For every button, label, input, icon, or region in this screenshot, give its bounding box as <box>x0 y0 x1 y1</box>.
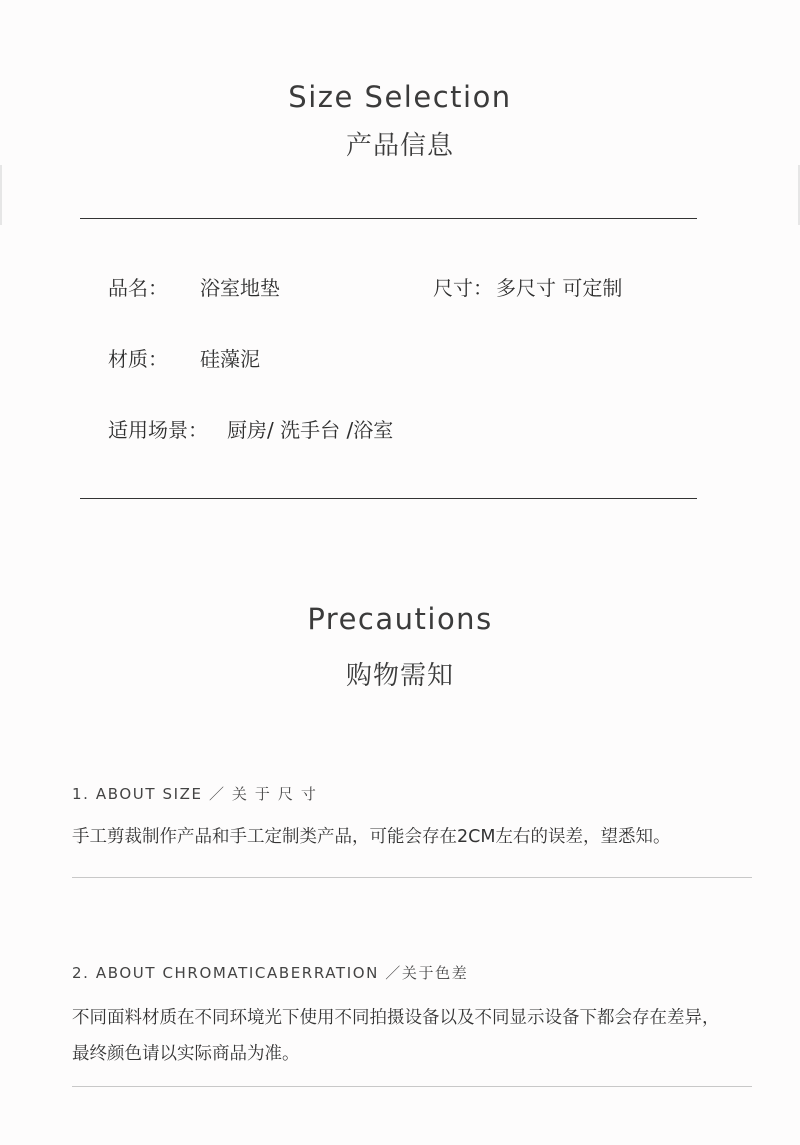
precaution-heading-size: 1. ABOUT SIZE ／ 关 于 尺 寸 <box>72 785 318 803</box>
size-selection-title: Size Selection <box>288 80 512 114</box>
bottom-divider <box>80 498 697 499</box>
left-edge-mark <box>0 165 2 225</box>
material-label: 材质： <box>108 347 168 371</box>
precaution-divider-1 <box>72 877 752 878</box>
precaution-body-size: 手工剪裁制作产品和手工定制类产品，可能会存在2CM左右的误差，望悉知。 <box>72 827 671 847</box>
product-size-value: 多尺寸 可定制 <box>496 276 623 300</box>
precautions-title: Precautions <box>307 602 493 636</box>
scene-value: 厨房/ 洗手台 /浴室 <box>227 418 394 442</box>
precaution-divider-2 <box>72 1086 752 1087</box>
material-value: 硅藻泥 <box>200 347 260 371</box>
precaution-heading-color: 2. ABOUT CHROMATICABERRATION ／关于色差 <box>72 964 469 982</box>
precaution-body-color: 不同面料材质在不同环境光下使用不同拍摄设备以及不同显示设备下都会存在差异，最终颜色请以实际商品为准。 <box>72 1008 720 1064</box>
product-name-value: 浴室地垫 <box>200 276 280 300</box>
top-divider <box>80 218 697 219</box>
size-selection-subtitle: 产品信息 <box>345 131 454 161</box>
product-name-label: 品名： <box>108 276 168 300</box>
precautions-subtitle: 购物需知 <box>345 661 454 691</box>
scene-label: 适用场景： <box>108 418 208 442</box>
product-size-label: 尺寸： <box>433 276 493 300</box>
